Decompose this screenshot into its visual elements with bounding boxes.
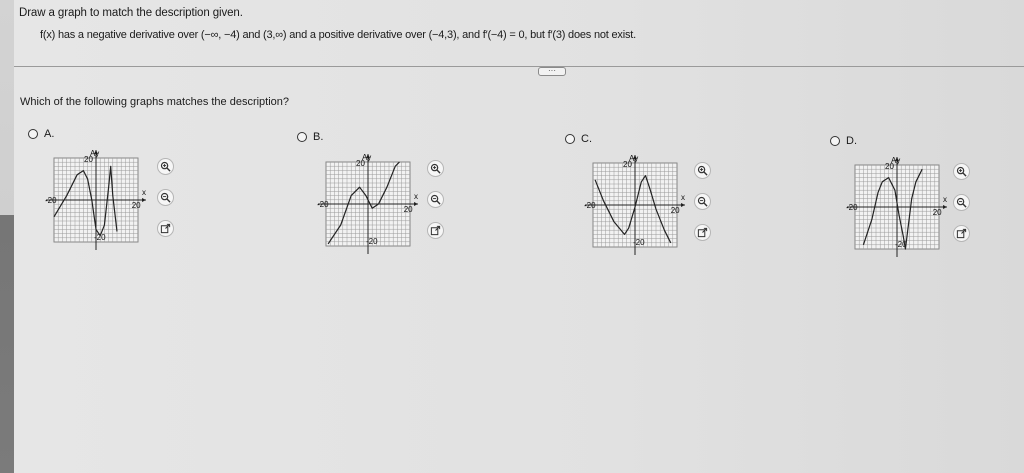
zoom-in-button[interactable]	[427, 160, 444, 177]
x-tick-20: 20	[131, 201, 141, 210]
option-c-radio[interactable]	[565, 134, 575, 144]
y-tick-20: 20	[885, 162, 894, 172]
zoom-in-icon	[160, 161, 171, 172]
y-axis-label: Ay	[362, 153, 372, 162]
zoom-out-icon	[956, 197, 967, 208]
zoom-out-button[interactable]	[157, 189, 174, 206]
option-a-radio[interactable]	[28, 129, 38, 139]
option-b-letter: B.	[313, 131, 324, 143]
graph-c[interactable]	[583, 153, 687, 257]
zoom-in-icon	[956, 166, 967, 177]
external-link-button[interactable]	[427, 222, 444, 239]
y-tick-neg20: -20	[633, 237, 645, 247]
zoom-out-icon	[160, 192, 171, 203]
graph-b[interactable]	[316, 152, 420, 256]
option-c-letter: C.	[581, 133, 592, 145]
x-axis-label: x	[943, 195, 947, 204]
zoom-in-icon	[430, 163, 441, 174]
problem-instruction: Draw a graph to match the description given.	[19, 7, 243, 19]
external-link-button[interactable]	[694, 224, 711, 241]
y-axis-label: Ay	[891, 156, 901, 165]
x-tick-neg20: -20	[584, 201, 596, 210]
left-edge-strip	[0, 0, 14, 473]
y-tick-20: 20	[623, 160, 632, 170]
zoom-out-button[interactable]	[694, 193, 711, 210]
zoom-out-button[interactable]	[953, 194, 970, 211]
x-tick-neg20: -20	[317, 200, 329, 209]
problem-description: f(x) has a negative derivative over (−∞, −4) and (3,∞) and a positive derivative over (−4,3), and f′(−4) = 0, but f′(3) does not exist.	[40, 29, 636, 41]
x-tick-neg20: -20	[45, 196, 57, 205]
external-link-icon	[697, 227, 708, 238]
more-button[interactable]: ···	[538, 67, 566, 76]
external-link-icon	[160, 223, 171, 234]
y-tick-20: 20	[356, 159, 365, 169]
zoom-out-button[interactable]	[427, 191, 444, 208]
graph-d[interactable]	[845, 155, 949, 259]
y-tick-20: 20	[84, 155, 93, 165]
zoom-in-button[interactable]	[953, 163, 970, 180]
zoom-in-icon	[697, 165, 708, 176]
option-d-letter: D.	[846, 135, 857, 147]
external-link-button[interactable]	[157, 220, 174, 237]
external-link-icon	[430, 225, 441, 236]
x-axis-label: x	[414, 192, 418, 201]
x-axis-label: x	[142, 188, 146, 197]
question-text: Which of the following graphs matches the description?	[20, 96, 290, 108]
x-tick-20: 20	[403, 205, 413, 214]
y-tick-neg20: -20	[895, 239, 907, 249]
x-tick-20: 20	[670, 206, 680, 215]
y-axis-label: Ay	[90, 149, 100, 158]
option-a-letter: A.	[44, 128, 55, 140]
section-divider	[14, 66, 1024, 67]
x-tick-20: 20	[932, 208, 942, 217]
option-d-radio[interactable]	[830, 136, 840, 146]
option-b-radio[interactable]	[297, 132, 307, 142]
option-a[interactable]	[28, 128, 54, 140]
y-axis-label: Ay	[629, 154, 639, 163]
option-c[interactable]	[565, 133, 592, 145]
y-tick-neg20: -20	[366, 236, 378, 246]
option-d[interactable]	[830, 135, 857, 147]
x-tick-neg20: -20	[846, 203, 858, 212]
y-tick-neg20: -20	[94, 232, 106, 242]
zoom-out-icon	[430, 194, 441, 205]
zoom-out-icon	[697, 196, 708, 207]
external-link-button[interactable]	[953, 225, 970, 242]
option-b[interactable]	[297, 131, 323, 143]
x-axis-label: x	[681, 193, 685, 202]
zoom-in-button[interactable]	[157, 158, 174, 175]
zoom-in-button[interactable]	[694, 162, 711, 179]
external-link-icon	[956, 228, 967, 239]
graph-a[interactable]	[44, 148, 148, 252]
